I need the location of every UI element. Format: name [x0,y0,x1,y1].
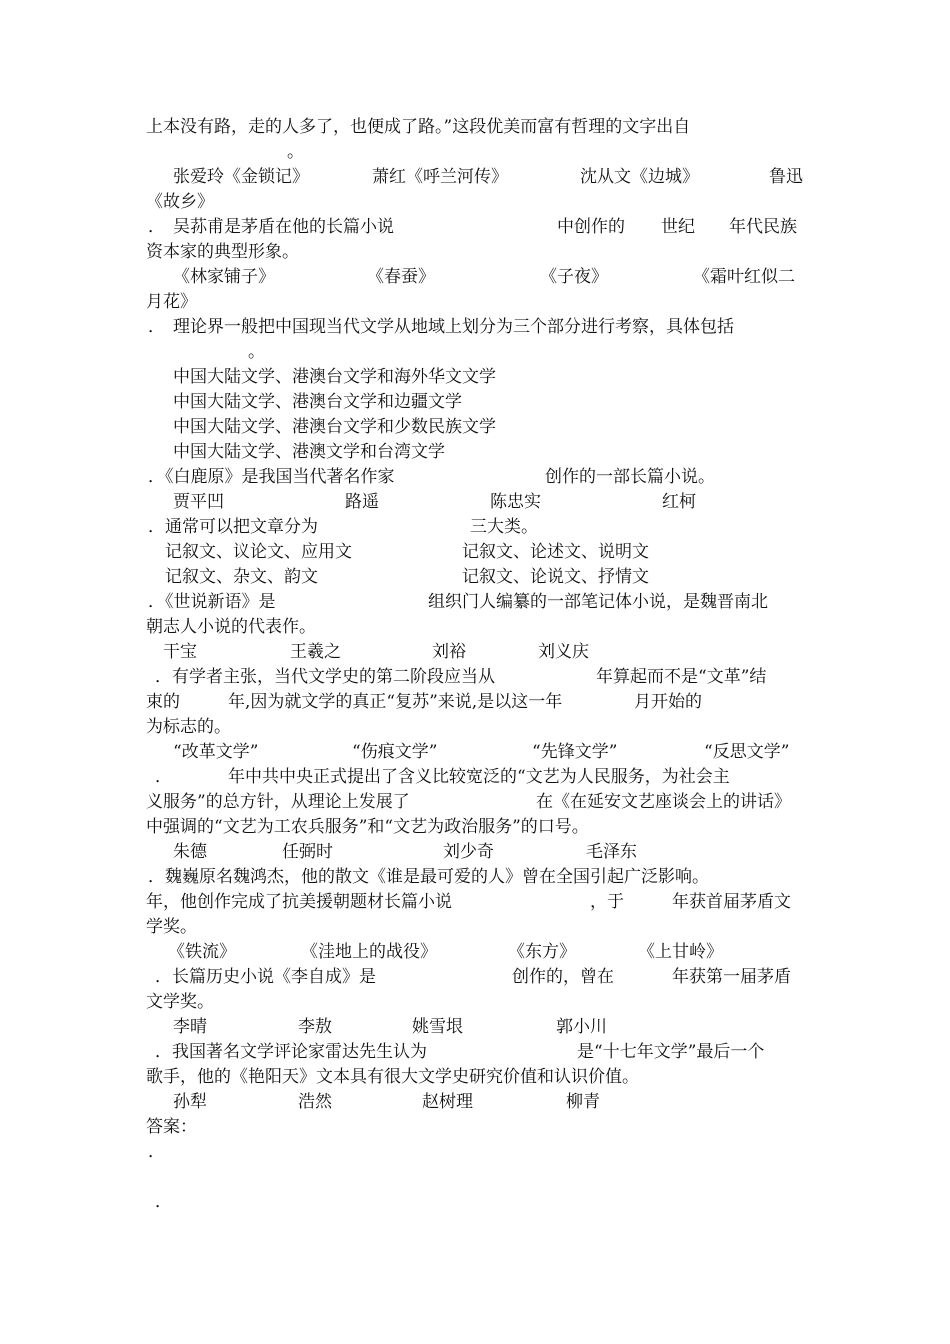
q8-text: ．魏巍原名魏鸿杰，他的散文《谁是最可爱的人》曾在全国引起广泛影响。 [148,867,709,887]
q0-text-end: 。 [287,142,304,162]
q4-option-d: 记叙文、论说文、抒情文 [462,567,649,587]
q9-option-b: 李敖 [298,1017,332,1037]
q2-number: ． [148,317,165,337]
q3-option-d: 红柯 [662,492,696,512]
q8-option-b: 《洼地上的战役》 [301,942,437,962]
q6-text-l2a: 束的 [146,692,180,712]
q10-text-cont: 歌手，他的《艳阳天》文本具有很大文学史研究价值和认识价值。 [146,1067,639,1087]
q9-text-b: 创作的，曾在 [512,967,614,987]
q5-text-a: ．《世说新语》是 [148,592,276,612]
q8-text-l2c: 年获首届茅盾文 [672,892,791,912]
q7-text-a: ． [155,767,172,787]
q4-option-b: 记叙文、论述文、说明文 [462,542,649,562]
q6-option-b: “伤痕文学” [352,742,438,762]
q6-text-l2b: 年,因为就文学的真正“复苏”来说,是以这一年 [228,692,563,712]
q9-option-d: 郭小川 [556,1017,607,1037]
q8-option-c: 《东方》 [508,942,576,962]
q6-text-b: 年算起而不是“文革”结 [596,667,767,687]
q1-text-a: 吴荪甫是茅盾在他的长篇小说 [173,217,394,237]
q9-option-c: 姚雪垠 [412,1017,463,1037]
q1-text-c: 世纪 [661,217,695,237]
q5-option-d: 刘义庆 [538,642,589,662]
q1-option-a: 《林家铺子》 [173,267,275,287]
q10-text-a: ．我国著名文学评论家雷达先生认为 [155,1042,427,1062]
q6-option-a: “改革文学” [173,742,259,762]
q10-option-b: 浩然 [298,1092,332,1112]
q2-option-c: 中国大陆文学、港澳台文学和少数民族文学 [173,417,496,437]
answers-dot-2: ． [155,1192,172,1212]
q10-option-d: 柳青 [566,1092,600,1112]
q6-text-cont: 为标志的。 [146,717,231,737]
q0-option-a: 张爱玲《金锁记》 [173,167,309,187]
q8-text-l2b: ，于 [590,892,624,912]
q8-text-l2a: 年，他创作完成了抗美援朝题材长篇小说 [146,892,452,912]
q9-text-c: 年获第一届茅盾 [672,967,791,987]
q6-text-a: ．有学者主张，当代文学史的第二阶段应当从 [155,667,495,687]
q8-option-a: 《铁流》 [168,942,236,962]
q2-text-end: 。 [248,342,265,362]
q4-option-a: 记叙文、议论文、应用文 [165,542,352,562]
q3-option-b: 路遥 [345,492,379,512]
q4-option-c: 记叙文、杂文、韵文 [165,567,318,587]
q0-option-d: 鲁迅 [769,167,803,187]
q2-option-b: 中国大陆文学、港澳台文学和边疆文学 [173,392,462,412]
q0-text: 上本没有路，走的人多了，也便成了路。”这段优美而富有哲理的文字出自 [146,117,691,137]
q5-option-c: 刘裕 [432,642,466,662]
q7-text-l2b: 在《在延安文艺座谈会上的讲话》 [536,792,791,812]
q7-text-cont: 中强调的“文艺为工农兵服务”和“文艺为政治服务”的口号。 [146,817,589,837]
answers-label: 答案： [146,1117,197,1137]
q1-text-cont: 资本家的典型形象。 [146,242,299,262]
q3-text-b: 创作的一部长篇小说。 [545,467,715,487]
q10-text-b: 是“十七年文学”最后一个 [577,1042,765,1062]
q0-option-d-cont: 《故乡》 [146,192,214,212]
q1-text-d: 年代民族 [729,217,797,237]
q1-text-b: 中创作的 [557,217,625,237]
q2-option-a: 中国大陆文学、港澳台文学和海外华文文学 [173,367,496,387]
q7-option-b: 任弼时 [282,842,333,862]
q2-option-d: 中国大陆文学、港澳文学和台湾文学 [173,442,445,462]
q6-text-l2c: 月开始的 [634,692,702,712]
q5-text-cont: 朝志人小说的代表作。 [146,617,316,637]
q6-option-c: “先锋文学” [532,742,618,762]
q9-text-a: ．长篇历史小说《李自成》是 [155,967,376,987]
q7-text-l2a: 义服务”的总方针，从理论上发展了 [146,792,410,812]
q3-text-a: ．《白鹿原》是我国当代著名作家 [148,467,395,487]
q4-text-b: 三大类。 [470,517,538,537]
q3-option-c: 陈忠实 [490,492,541,512]
q1-option-c: 《子夜》 [540,267,608,287]
q9-text-cont: 文学奖。 [146,992,214,1012]
q3-option-a: 贾平凹 [173,492,224,512]
q1-option-d-cont: 月花》 [146,292,197,312]
q1-number: ． [148,217,165,237]
q0-option-c: 沈从文《边城》 [580,167,699,187]
answers-dot-1: ． [148,1142,165,1162]
q5-option-a: 干宝 [163,642,197,662]
q8-option-d: 《上甘岭》 [638,942,723,962]
q0-option-b: 萧红《呼兰河传》 [372,167,508,187]
q6-option-d: “反思文学” [704,742,790,762]
q9-option-a: 李晴 [173,1017,207,1037]
q1-option-d: 《霜叶红似二 [693,267,795,287]
q5-option-b: 王羲之 [290,642,341,662]
q2-text: 理论界一般把中国现当代文学从地域上划分为三个部分进行考察，具体包括 [173,317,734,337]
q7-option-a: 朱德 [173,842,207,862]
q10-option-c: 赵树理 [422,1092,473,1112]
q1-option-b: 《春蚕》 [367,267,435,287]
q7-option-c: 刘少奇 [443,842,494,862]
q10-option-a: 孙犁 [173,1092,207,1112]
q4-text-a: ．通常可以把文章分为 [148,517,318,537]
q8-text-cont: 学奖。 [146,917,197,937]
q5-text-b: 组织门人编纂的一部笔记体小说，是魏晋南北 [428,592,768,612]
q7-text-b: 年中共中央正式提出了含义比较宽泛的“文艺为人民服务，为社会主 [228,767,730,787]
q7-option-d: 毛泽东 [586,842,637,862]
